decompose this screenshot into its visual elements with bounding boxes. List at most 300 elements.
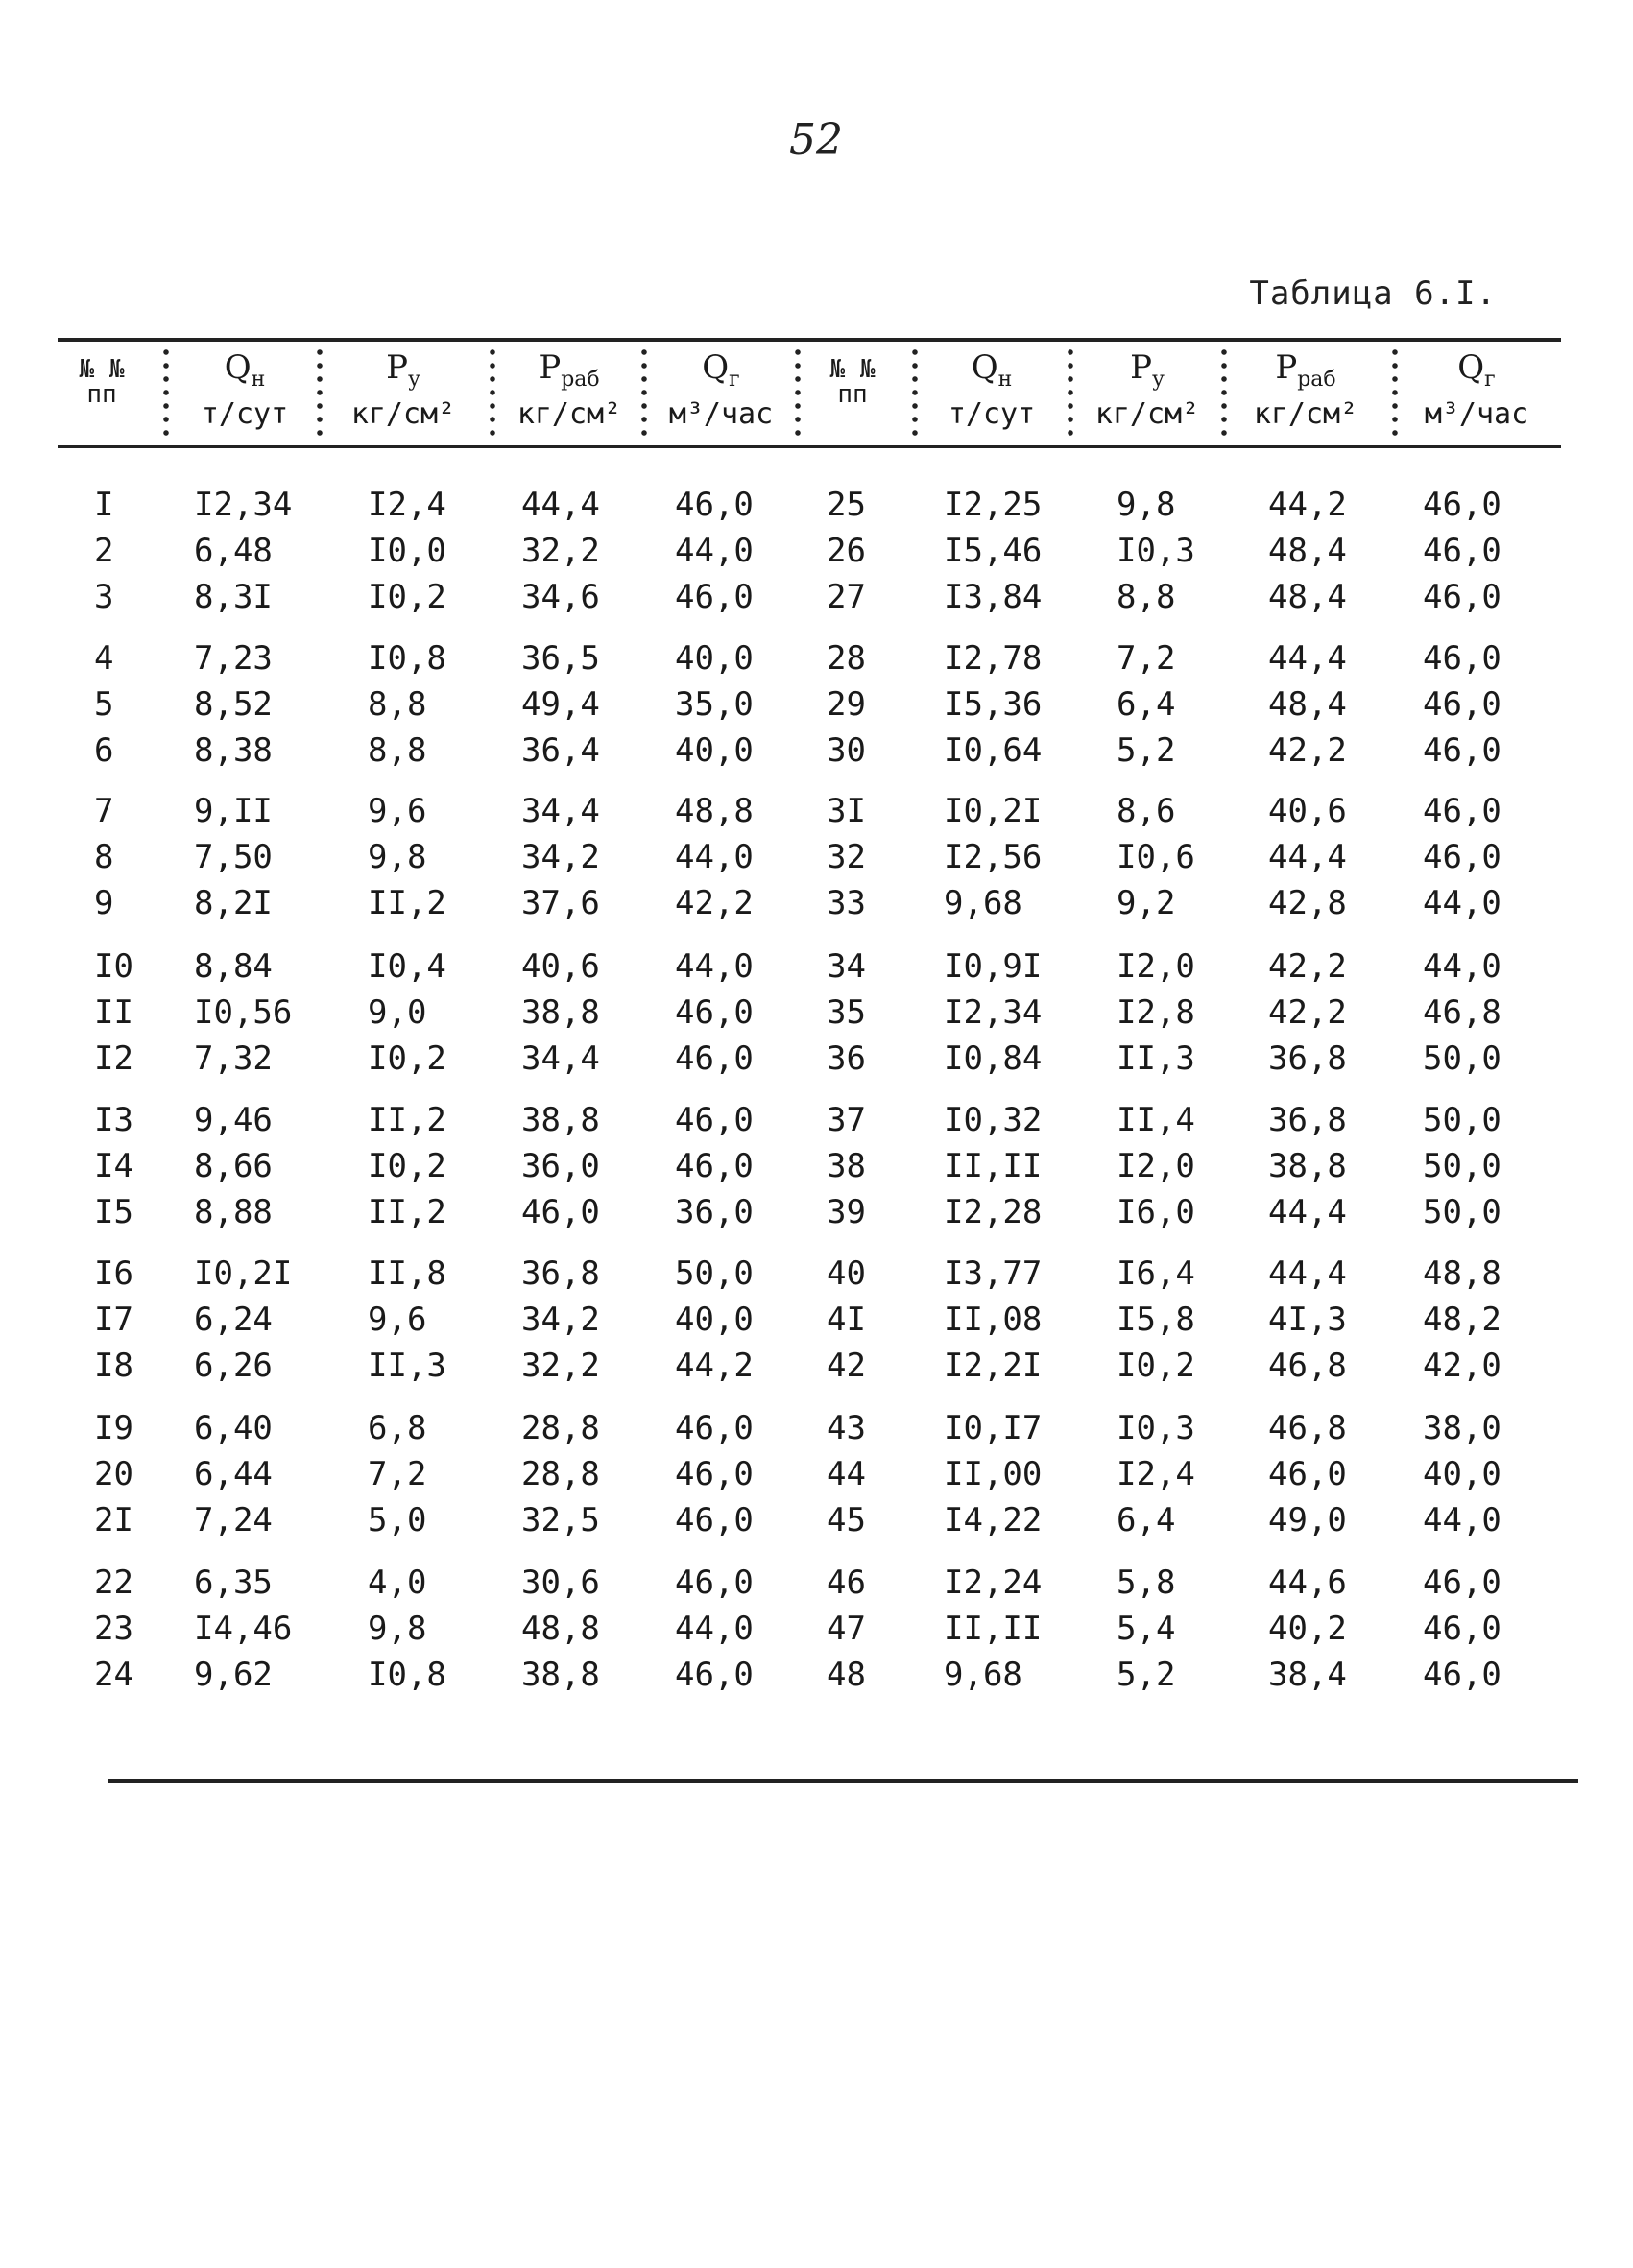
table-cell: 46,0: [675, 1564, 754, 1602]
table-cell: 27: [827, 578, 866, 616]
table-cell: 6,4: [1117, 685, 1176, 724]
table-cell: 9,6: [368, 792, 427, 830]
table-row: [0, 1038, 1633, 1080]
table-row: [0, 1608, 1633, 1650]
header-pressure-working: [497, 346, 641, 442]
table-cell: 46,0: [1423, 532, 1501, 570]
table-cell: 9,II: [194, 792, 273, 830]
table-cell: 46,0: [1423, 486, 1501, 524]
table-cell: 47: [827, 1610, 866, 1648]
table-cell: 30,6: [521, 1564, 600, 1602]
table-cell: 40,0: [675, 639, 754, 678]
table-cell: I0,I7: [944, 1409, 1043, 1447]
table-row: [0, 790, 1633, 832]
table-cell: 46,0: [675, 1147, 754, 1185]
table-cell: 20: [94, 1455, 133, 1493]
table-cell: 7,23: [194, 639, 273, 678]
header-symbol: $P_у$: [1130, 348, 1165, 392]
table-cell: 46,0: [1423, 1610, 1501, 1648]
table-cell: 9,68: [944, 884, 1022, 922]
table-cell: I: [94, 486, 114, 524]
table-row: [0, 1345, 1633, 1387]
table-cell: 50,0: [1423, 1193, 1501, 1231]
table-cell: 48,8: [1423, 1254, 1501, 1293]
table-cell: 28,8: [521, 1409, 600, 1447]
table-cell: 9,2: [1117, 884, 1176, 922]
table-cell: 32: [827, 838, 866, 876]
table-cell: 9,0: [368, 993, 427, 1032]
table-cell: 44,4: [1268, 639, 1347, 678]
table-cell: 46,0: [675, 1039, 754, 1078]
table-cell: 44,0: [675, 1610, 754, 1648]
table-cell: 44,0: [675, 532, 754, 570]
table-cell: 44,4: [1268, 1193, 1347, 1231]
table-cell: 36,8: [521, 1254, 600, 1293]
header-flow-gas: [649, 346, 793, 442]
table-cell: I0,2: [368, 578, 446, 616]
table-cell: 46,0: [1423, 1564, 1501, 1602]
table-cell: I0,2: [368, 1039, 446, 1078]
table-cell: I0,64: [944, 731, 1043, 770]
table-cell: 44,0: [1423, 1501, 1501, 1540]
header-pressure-wellhead-right: [1075, 346, 1219, 442]
column-separator: [1392, 346, 1398, 436]
table-cell: II,II: [944, 1147, 1043, 1185]
table-cell: 44,6: [1268, 1564, 1347, 1602]
column-separator: [163, 346, 169, 436]
header-label: № № пп: [79, 355, 125, 409]
table-cell: 46,0: [675, 1501, 754, 1540]
table-cell: 7,24: [194, 1501, 273, 1540]
table-cell: I4,46: [194, 1610, 293, 1648]
table-cell: 6,8: [368, 1409, 427, 1447]
table-cell: I2,56: [944, 838, 1043, 876]
header-unit: кг/см²: [516, 396, 622, 431]
table-cell: 34,4: [521, 792, 600, 830]
table-cell: 6: [94, 731, 114, 770]
table-cell: 32,2: [521, 532, 600, 570]
table-cell: 25: [827, 486, 866, 524]
table-cell: 46,0: [675, 486, 754, 524]
table-cell: 35: [827, 993, 866, 1032]
table-cell: 6,48: [194, 532, 273, 570]
table-cell: I2,24: [944, 1564, 1043, 1602]
table-cell: 42,0: [1423, 1347, 1501, 1385]
table-cell: 8,6: [1117, 792, 1176, 830]
table-cell: I4: [94, 1147, 133, 1185]
table-cell: 33: [827, 884, 866, 922]
table-cell: 5,0: [368, 1501, 427, 1540]
table-row: [0, 576, 1633, 618]
table-cell: 7,2: [1117, 639, 1176, 678]
table-cell: I0,9I: [944, 947, 1043, 986]
table-cell: I2,4: [1117, 1455, 1195, 1493]
header-symbol: $P_{раб}$: [1275, 348, 1336, 392]
table-cell: 46,0: [675, 1409, 754, 1447]
table-cell: 38,8: [1268, 1147, 1347, 1185]
table-cell: 7,2: [368, 1455, 427, 1493]
table-cell: I9: [94, 1409, 133, 1447]
table-cell: 46,0: [1423, 685, 1501, 724]
table-cell: I0,8: [368, 1656, 446, 1694]
table-cell: I2,0: [1117, 1147, 1195, 1185]
table-cell: 46,0: [1423, 639, 1501, 678]
table-row: [0, 1099, 1633, 1141]
table-cell: I0,2: [368, 1147, 446, 1185]
table-cell: I5: [94, 1193, 133, 1231]
table-cell: I3,84: [944, 578, 1043, 616]
table-cell: I0,2I: [194, 1254, 293, 1293]
table-cell: 8,88: [194, 1193, 273, 1231]
header-unit: кг/см²: [350, 396, 456, 431]
table-cell: 50,0: [1423, 1039, 1501, 1078]
table-cell: 46,0: [1423, 731, 1501, 770]
column-separator: [641, 346, 647, 436]
table-cell: II,8: [368, 1254, 446, 1293]
table-row: [0, 1562, 1633, 1604]
table-cell: 8,2I: [194, 884, 273, 922]
header-unit: т/сут: [201, 396, 289, 431]
table-cell: 46,8: [1268, 1347, 1347, 1385]
table-header-rule: [58, 445, 1561, 448]
header-flow-oil: [173, 346, 317, 442]
table-cell: 44,0: [1423, 884, 1501, 922]
table-cell: 35,0: [675, 685, 754, 724]
table-row: [0, 836, 1633, 878]
table-cell: 40,0: [675, 731, 754, 770]
table-cell: II: [94, 993, 133, 1032]
page-number: 52: [789, 115, 843, 164]
table-cell: 44,2: [675, 1347, 754, 1385]
table-cell: 39: [827, 1193, 866, 1231]
table-cell: 49,0: [1268, 1501, 1347, 1540]
table-cell: 28: [827, 639, 866, 678]
table-cell: 8,38: [194, 731, 273, 770]
table-cell: 3I: [827, 792, 866, 830]
table-cell: 4I,3: [1268, 1301, 1347, 1339]
table-cell: 9,8: [368, 838, 427, 876]
table-cell: 46,0: [675, 1455, 754, 1493]
table-top-rule: [58, 338, 1561, 342]
table-cell: 6,35: [194, 1564, 273, 1602]
table-cell: 36,5: [521, 639, 600, 678]
table-cell: 5: [94, 685, 114, 724]
table-cell: II,00: [944, 1455, 1043, 1493]
table-cell: I6,4: [1117, 1254, 1195, 1293]
table-cell: 32,5: [521, 1501, 600, 1540]
table-cell: I2,78: [944, 639, 1043, 678]
table-cell: 46,0: [675, 1656, 754, 1694]
table-cell: 37: [827, 1101, 866, 1139]
table-cell: I2,25: [944, 486, 1043, 524]
table-cell: 38,4: [1268, 1656, 1347, 1694]
table-cell: 9: [94, 884, 114, 922]
column-separator: [1221, 346, 1227, 436]
table-cell: 37,6: [521, 884, 600, 922]
header-unit: т/сут: [948, 396, 1036, 431]
table-cell: 8,8: [1117, 578, 1176, 616]
table-cell: I8: [94, 1347, 133, 1385]
table-cell: I5,46: [944, 532, 1043, 570]
table-row: [0, 1191, 1633, 1233]
table-cell: 8,8: [368, 731, 427, 770]
table-cell: 5,2: [1117, 1656, 1176, 1694]
table-cell: 46,8: [1268, 1409, 1347, 1447]
table-cell: 22: [94, 1564, 133, 1602]
table-cell: 4: [94, 639, 114, 678]
table-row: [0, 729, 1633, 772]
table-cell: I0,2: [1117, 1347, 1195, 1385]
table-cell: 44,0: [675, 947, 754, 986]
table-cell: 38: [827, 1147, 866, 1185]
table-cell: 2: [94, 532, 114, 570]
table-cell: 43: [827, 1409, 866, 1447]
table-cell: 48,8: [521, 1610, 600, 1648]
table-cell: 44,2: [1268, 486, 1347, 524]
table-cell: 9,8: [1117, 486, 1176, 524]
table-cell: I2,4: [368, 486, 446, 524]
table-row: [0, 1253, 1633, 1295]
table-cell: 5,8: [1117, 1564, 1176, 1602]
table-cell: I2,34: [944, 993, 1043, 1032]
table-cell: 48,4: [1268, 532, 1347, 570]
table-cell: 36: [827, 1039, 866, 1078]
table-cell: 46,0: [675, 1101, 754, 1139]
table-cell: I0: [94, 947, 133, 986]
column-separator: [490, 346, 495, 436]
table-cell: 45: [827, 1501, 866, 1540]
header-pressure-working-right: [1229, 346, 1382, 442]
table-cell: 42,2: [1268, 947, 1347, 986]
table-cell: 36,0: [675, 1193, 754, 1231]
table-cell: 8,66: [194, 1147, 273, 1185]
table-cell: I3: [94, 1101, 133, 1139]
header-unit: кг/см²: [1094, 396, 1200, 431]
table-row: [0, 1499, 1633, 1541]
header-symbol: $Q_г$: [1457, 348, 1496, 392]
table-cell: 5,2: [1117, 731, 1176, 770]
table-cell: 6,40: [194, 1409, 273, 1447]
table-cell: 9,68: [944, 1656, 1022, 1694]
table-cell: I0,8: [368, 639, 446, 678]
table-cell: 9,6: [368, 1301, 427, 1339]
table-cell: I0,6: [1117, 838, 1195, 876]
table-cell: 44,4: [1268, 838, 1347, 876]
table-cell: 36,8: [1268, 1101, 1347, 1139]
table-cell: II,II: [944, 1610, 1043, 1648]
table-cell: 34,2: [521, 1301, 600, 1339]
table-cell: 4,0: [368, 1564, 427, 1602]
header-symbol: $P_{раб}$: [539, 348, 600, 392]
table-cell: 26: [827, 532, 866, 570]
table-cell: 2I: [94, 1501, 133, 1540]
table-cell: 46,0: [675, 578, 754, 616]
table-cell: I0,4: [368, 947, 446, 986]
table-cell: 9,62: [194, 1656, 273, 1694]
table-cell: I6: [94, 1254, 133, 1293]
header-symbol: $Q_н$: [224, 348, 266, 392]
table-cell: II,2: [368, 1101, 446, 1139]
header-row-number-left: [58, 346, 146, 442]
table-cell: I0,32: [944, 1101, 1043, 1139]
table-cell: 49,4: [521, 685, 600, 724]
header-symbol: $Q_г$: [702, 348, 740, 392]
table-row: [0, 1407, 1633, 1449]
table-cell: 44,4: [521, 486, 600, 524]
table-cell: 8: [94, 838, 114, 876]
table-cell: 23: [94, 1610, 133, 1648]
table-cell: I0,56: [194, 993, 293, 1032]
table-cell: 40,0: [1423, 1455, 1501, 1493]
table-row: [0, 1145, 1633, 1187]
table-cell: 46,8: [1423, 993, 1501, 1032]
table-cell: II,2: [368, 1193, 446, 1231]
header-unit: м³/час: [1424, 396, 1529, 431]
table-cell: 46,0: [1423, 1656, 1501, 1694]
table-cell: 42,2: [675, 884, 754, 922]
table-bottom-rule: [108, 1779, 1578, 1783]
table-cell: 50,0: [1423, 1101, 1501, 1139]
table-cell: 8,84: [194, 947, 273, 986]
table-cell: 34,6: [521, 578, 600, 616]
table-cell: 44,4: [1268, 1254, 1347, 1293]
table-cell: 42,2: [1268, 993, 1347, 1032]
table-cell: 44,0: [1423, 947, 1501, 986]
column-separator: [795, 346, 801, 436]
table-cell: I0,3: [1117, 532, 1195, 570]
table-cell: 36,8: [1268, 1039, 1347, 1078]
table-cell: 46,0: [521, 1193, 600, 1231]
table-cell: 34,2: [521, 838, 600, 876]
header-flow-oil-right: [920, 346, 1064, 442]
table-cell: 9,8: [368, 1610, 427, 1648]
table-cell: 9,46: [194, 1101, 273, 1139]
table-cell: 8,3I: [194, 578, 273, 616]
table-cell: I4,22: [944, 1501, 1043, 1540]
table-cell: I2,34: [194, 486, 293, 524]
table-cell: 48: [827, 1656, 866, 1694]
header-flow-gas-right: [1400, 346, 1553, 442]
table-row: [0, 530, 1633, 572]
table-cell: 6,26: [194, 1347, 273, 1385]
table-cell: 4I: [827, 1301, 866, 1339]
table-row: [0, 683, 1633, 726]
table-cell: II,08: [944, 1301, 1043, 1339]
header-symbol: $Q_н$: [971, 348, 1013, 392]
header-symbol: $P_у$: [386, 348, 420, 392]
table-cell: II,4: [1117, 1101, 1195, 1139]
column-separator: [912, 346, 918, 436]
table-cell: I5,8: [1117, 1301, 1195, 1339]
table-cell: II,3: [1117, 1039, 1195, 1078]
table-cell: I0,84: [944, 1039, 1043, 1078]
table-cell: 48,8: [675, 792, 754, 830]
header-unit: кг/см²: [1253, 396, 1358, 431]
table-cell: 40,6: [521, 947, 600, 986]
table-cell: 36,4: [521, 731, 600, 770]
table-cell: 46,0: [1423, 792, 1501, 830]
table-cell: 3: [94, 578, 114, 616]
header-label: № № пп: [829, 355, 876, 409]
table-cell: 6,44: [194, 1455, 273, 1493]
table-cell: 40,0: [675, 1301, 754, 1339]
header-pressure-wellhead: [326, 346, 480, 442]
table-cell: 6,24: [194, 1301, 273, 1339]
table-cell: 24: [94, 1656, 133, 1694]
table-cell: 8,52: [194, 685, 273, 724]
table-cell: 44: [827, 1455, 866, 1493]
table-cell: 28,8: [521, 1455, 600, 1493]
column-separator: [317, 346, 323, 436]
table-cell: 40,6: [1268, 792, 1347, 830]
table-cell: I2,2I: [944, 1347, 1043, 1385]
table-cell: 38,8: [521, 1656, 600, 1694]
table-cell: 5,4: [1117, 1610, 1176, 1648]
table-cell: 46,0: [1423, 578, 1501, 616]
table-row: [0, 637, 1633, 680]
table-cell: 48,4: [1268, 685, 1347, 724]
table-cell: I2: [94, 1039, 133, 1078]
table-cell: 42,8: [1268, 884, 1347, 922]
table-cell: 44,0: [675, 838, 754, 876]
table-row: [0, 484, 1633, 526]
table-cell: I5,36: [944, 685, 1043, 724]
table-cell: 46,0: [1423, 838, 1501, 876]
table-cell: 48,2: [1423, 1301, 1501, 1339]
table-cell: II,3: [368, 1347, 446, 1385]
table-cell: 36,0: [521, 1147, 600, 1185]
table-row: [0, 882, 1633, 924]
table-row: [0, 991, 1633, 1034]
table-cell: I2,0: [1117, 947, 1195, 986]
table-cell: I2,8: [1117, 993, 1195, 1032]
table-cell: 40,2: [1268, 1610, 1347, 1648]
table-cell: 8,8: [368, 685, 427, 724]
table-cell: 42: [827, 1347, 866, 1385]
table-cell: 50,0: [1423, 1147, 1501, 1185]
table-cell: I0,2I: [944, 792, 1043, 830]
header-row-number-right: [804, 346, 901, 442]
table-cell: 38,8: [521, 1101, 600, 1139]
table-cell: 34,4: [521, 1039, 600, 1078]
table-cell: 7,50: [194, 838, 273, 876]
table-cell: II,2: [368, 884, 446, 922]
table-cell: 40: [827, 1254, 866, 1293]
table-cell: 50,0: [675, 1254, 754, 1293]
table-row: [0, 1453, 1633, 1495]
table-cell: 6,4: [1117, 1501, 1176, 1540]
table-cell: I2,28: [944, 1193, 1043, 1231]
table-cell: 46,0: [675, 993, 754, 1032]
table-cell: 32,2: [521, 1347, 600, 1385]
table-cell: 42,2: [1268, 731, 1347, 770]
table-row: [0, 945, 1633, 988]
table-cell: 7: [94, 792, 114, 830]
table-row: [0, 1654, 1633, 1696]
column-separator: [1068, 346, 1073, 436]
table-cell: 7,32: [194, 1039, 273, 1078]
table-cell: 38,0: [1423, 1409, 1501, 1447]
header-unit: м³/час: [668, 396, 774, 431]
table-cell: 30: [827, 731, 866, 770]
table-row: [0, 1299, 1633, 1341]
table-cell: I7: [94, 1301, 133, 1339]
table-cell: I0,3: [1117, 1409, 1195, 1447]
table-cell: I0,0: [368, 532, 446, 570]
table-cell: 38,8: [521, 993, 600, 1032]
table-cell: 46,0: [1268, 1455, 1347, 1493]
table-cell: 48,4: [1268, 578, 1347, 616]
